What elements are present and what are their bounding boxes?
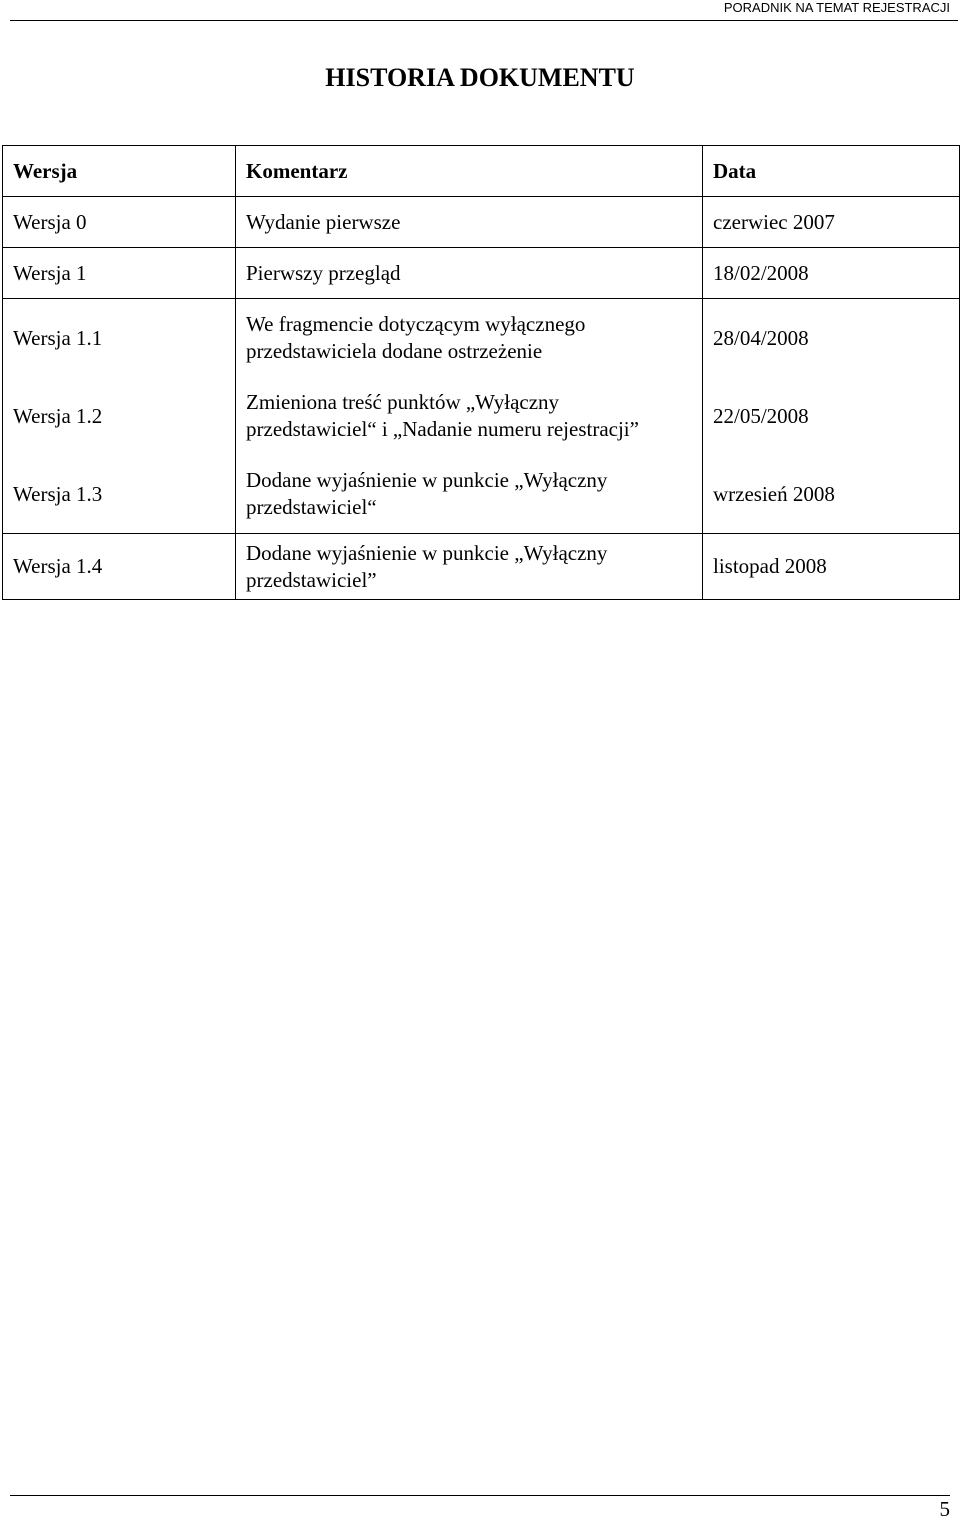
comment-cell: Pierwszy przegląd (236, 248, 703, 299)
comment-cell: Dodane wyjaśnienie w punkcie „Wyłączny przedstawiciel“ (236, 455, 703, 534)
comment-cell: Zmieniona treść punktów „Wyłączny przedstawiciel“ i „Nadanie numeru rejestracji” (236, 377, 703, 455)
table-row (3, 197, 960, 248)
header-date: Data (703, 146, 960, 197)
document-history-table (2, 145, 960, 600)
table-row (3, 299, 960, 378)
document-title: HISTORIA DOKUMENTU (325, 63, 635, 92)
date-cell: czerwiec 2007 (703, 197, 960, 248)
header-rule (10, 20, 958, 21)
date-cell: 18/02/2008 (703, 248, 960, 299)
table-header-row (3, 146, 960, 197)
comment-cell: Dodane wyjaśnienie w punkcie „Wyłączny przedstawiciel” (236, 534, 703, 600)
table-row (3, 377, 960, 455)
version-cell: Wersja 1.3 (3, 455, 236, 534)
version-cell: Wersja 0 (3, 197, 236, 248)
date-cell: 22/05/2008 (703, 377, 960, 455)
date-cell: listopad 2008 (703, 534, 960, 600)
version-cell: Wersja 1.1 (3, 299, 236, 378)
date-cell: wrzesień 2008 (703, 455, 960, 534)
version-cell: Wersja 1 (3, 248, 236, 299)
table-row (3, 248, 960, 299)
table-row (3, 534, 960, 600)
comment-cell: Wydanie pierwsze (236, 197, 703, 248)
running-header: PORADNIK NA TEMAT REJESTRACJI (723, 0, 950, 15)
header-comment: Komentarz (236, 146, 703, 197)
version-cell: Wersja 1.4 (3, 534, 236, 600)
version-cell: Wersja 1.2 (3, 377, 236, 455)
footer-rule (10, 1495, 950, 1496)
page-number: 5 (939, 1497, 950, 1521)
comment-cell: We fragmencie dotyczącym wyłącznego przedstawiciela dodane ostrzeżenie (236, 299, 703, 378)
date-cell: 28/04/2008 (703, 299, 960, 378)
table-row (3, 455, 960, 534)
header-version: Wersja (3, 146, 236, 197)
